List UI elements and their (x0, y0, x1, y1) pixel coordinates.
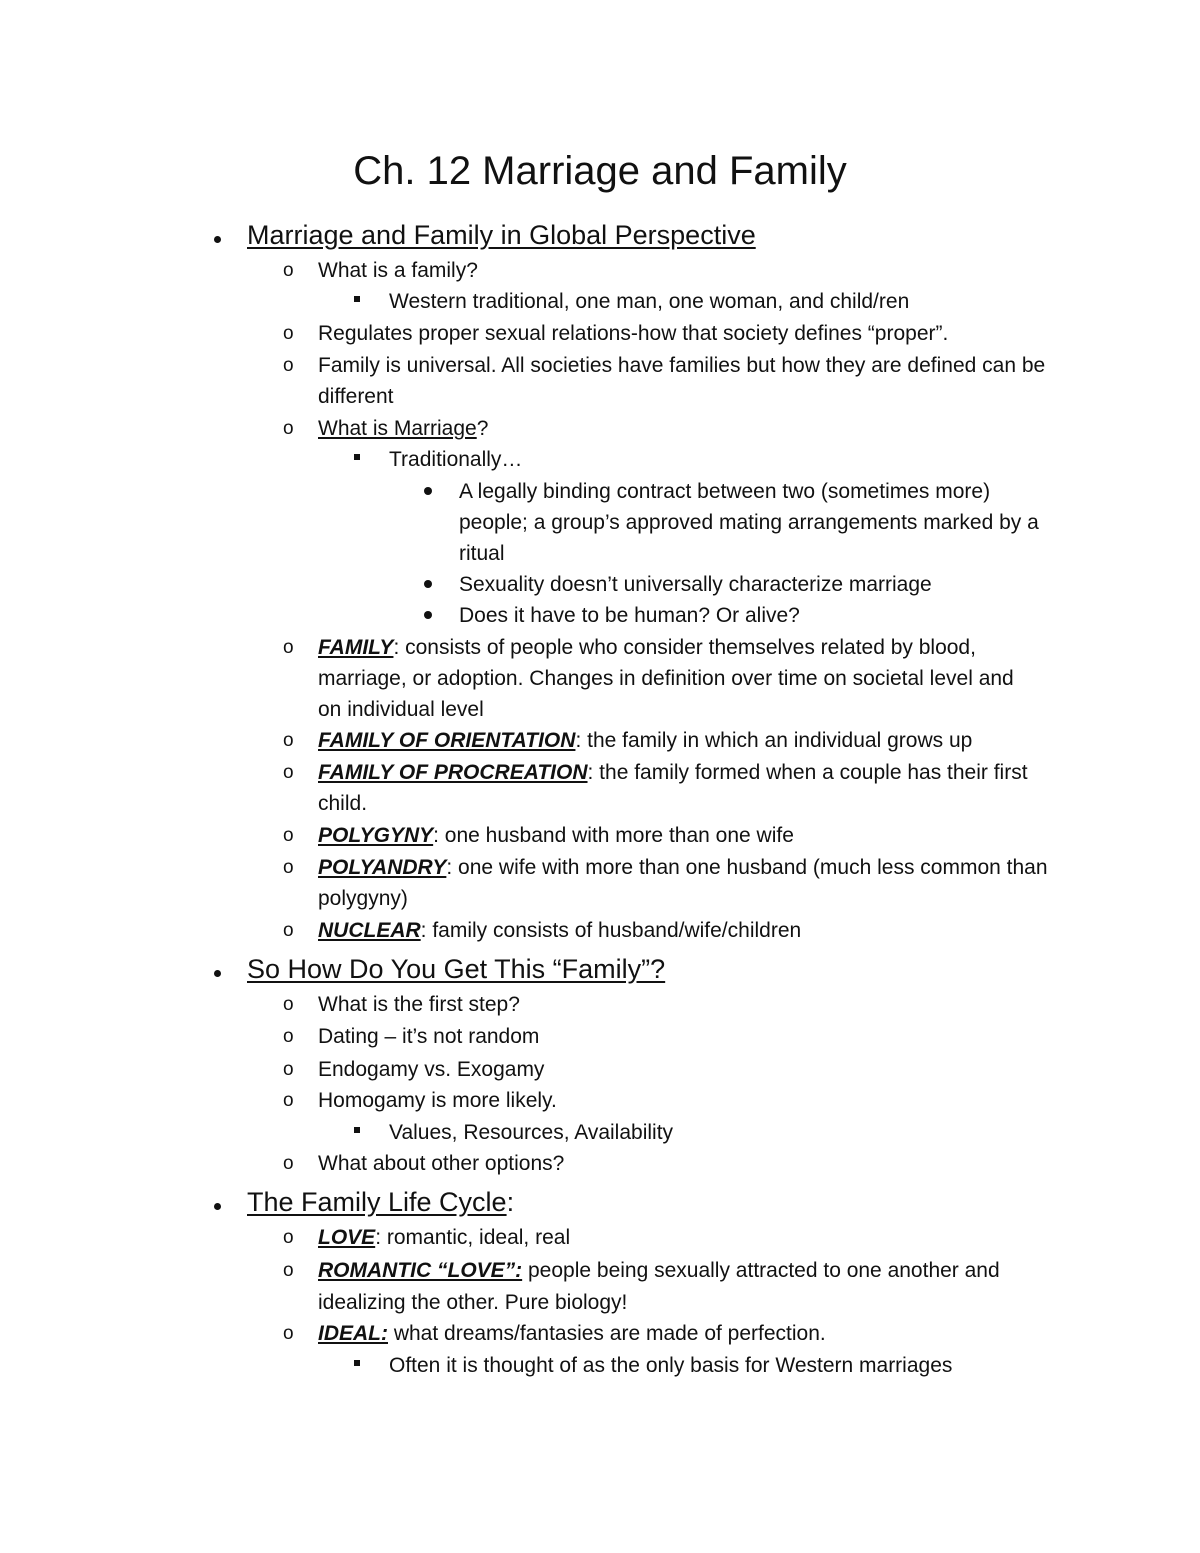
list-item: Family is universal. All societies have families but how they are defined can be (318, 354, 1046, 377)
list-item: Values, Resources, Availability (389, 1121, 674, 1144)
definition-text: : one husband with more than one wife (433, 824, 794, 847)
list-item-continuation: marriage, or adoption. Changes in definition over time on societal level and (318, 667, 1014, 690)
what-is-marriage-link-text: What is Marriage (318, 417, 477, 440)
bullet-o: o (283, 1059, 294, 1080)
list-item: Dating – it’s not random (318, 1025, 540, 1048)
list-item-continuation: ritual (459, 542, 505, 565)
list-item: Western traditional, one man, one woman, and child/ren (389, 290, 910, 313)
definition-text: : consists of people who consider themselves related by blood, (393, 636, 976, 659)
bullet-o: o (283, 355, 294, 376)
term-ideal: IDEAL: (318, 1322, 388, 1345)
section-heading-2: So How Do You Get This “Family”? (247, 954, 666, 984)
term-romantic-love: ROMANTIC “LOVE”: (318, 1259, 523, 1282)
bullet-o: o (283, 994, 294, 1015)
term-family-of-orientation: FAMILY OF ORIENTATION (318, 729, 576, 752)
bullet-o: o (283, 762, 294, 783)
term-nuclear: NUCLEAR (318, 919, 421, 942)
list-item: What about other options? (318, 1152, 565, 1175)
section-heading-3 (247, 1184, 514, 1220)
definition-text: : one wife with more than one husband (much less common than (446, 856, 1048, 879)
list-item-continuation: on individual level (318, 698, 484, 721)
definition-polyandry (318, 852, 1048, 883)
list-item (318, 413, 488, 444)
definition-polygyny (318, 820, 794, 851)
definition-text: : the family formed when a couple has their first (587, 761, 1028, 784)
list-item: Traditionally… (389, 448, 523, 471)
list-item: Often it is thought of as the only basis for Western marriages (389, 1354, 953, 1377)
term-family-of-procreation: FAMILY OF PROCREATION (318, 761, 588, 784)
list-item: Does it have to be human? Or alive? (459, 604, 800, 627)
bullet-icon (424, 611, 432, 619)
square-bullet-icon (354, 296, 360, 302)
bullet-icon (214, 236, 221, 243)
definition-orientation (318, 725, 972, 756)
term-family: FAMILY (318, 636, 394, 659)
bullet-icon (214, 970, 221, 977)
definition-family (318, 632, 976, 663)
section-heading-3-text: The Family Life Cycle (247, 1187, 507, 1217)
list-item: Sexuality doesn’t universally characterize marriage (459, 573, 932, 596)
definition-love (318, 1222, 570, 1253)
bullet-o: o (283, 920, 294, 941)
list-item-continuation: polygyny) (318, 887, 408, 910)
list-item-continuation: idealizing the other. Pure biology! (318, 1291, 628, 1314)
document-title: Ch. 12 Marriage and Family (353, 149, 847, 193)
definition-ideal (318, 1318, 826, 1349)
definition-text: : the family in which an individual grows up (575, 729, 973, 752)
bullet-o: o (283, 825, 294, 846)
section-heading-1: Marriage and Family in Global Perspective (247, 220, 756, 250)
bullet-o: o (283, 1153, 294, 1174)
list-item: Homogamy is more likely. (318, 1089, 557, 1112)
list-item-continuation: child. (318, 792, 368, 815)
definition-text: : family consists of husband/wife/children (420, 919, 802, 942)
definition-nuclear (318, 915, 801, 946)
bullet-icon (424, 580, 432, 588)
list-item: What is a family? (318, 259, 478, 282)
bullet-o: o (283, 857, 294, 878)
definition-text: people being sexually attracted to one another and (522, 1259, 1000, 1282)
definition-text: : romantic, ideal, real (375, 1226, 571, 1249)
question-mark: ? (476, 417, 489, 440)
heading-colon: : (506, 1187, 515, 1217)
list-item: What is the first step? (318, 993, 520, 1016)
bullet-o: o (283, 418, 294, 439)
definition-text: what dreams/fantasies are made of perfection. (388, 1322, 826, 1345)
term-love: LOVE (318, 1226, 376, 1249)
list-item-continuation: different (318, 385, 394, 408)
bullet-o: o (283, 1026, 294, 1047)
definition-romantic-love (318, 1255, 1000, 1286)
bullet-o: o (283, 260, 294, 281)
square-bullet-icon (354, 1127, 360, 1133)
bullet-o: o (283, 1227, 294, 1248)
list-item-continuation: people; a group’s approved mating arrangements marked by a (459, 511, 1039, 534)
bullet-icon (214, 1203, 221, 1210)
term-polyandry: POLYANDRY (318, 856, 447, 879)
bullet-o: o (283, 637, 294, 658)
bullet-o: o (283, 1260, 294, 1281)
list-item: Regulates proper sexual relations-how that society defines “proper”. (318, 322, 949, 345)
square-bullet-icon (354, 454, 360, 460)
bullet-o: o (283, 1090, 294, 1111)
square-bullet-icon (354, 1360, 360, 1366)
list-item: A legally binding contract between two (sometimes more) (459, 480, 991, 503)
term-polygyny: POLYGYNY (318, 824, 434, 847)
bullet-o: o (283, 1323, 294, 1344)
bullet-o: o (283, 730, 294, 751)
bullet-icon (424, 487, 432, 495)
list-item: Endogamy vs. Exogamy (318, 1058, 545, 1081)
bullet-o: o (283, 323, 294, 344)
definition-procreation (318, 757, 1028, 788)
